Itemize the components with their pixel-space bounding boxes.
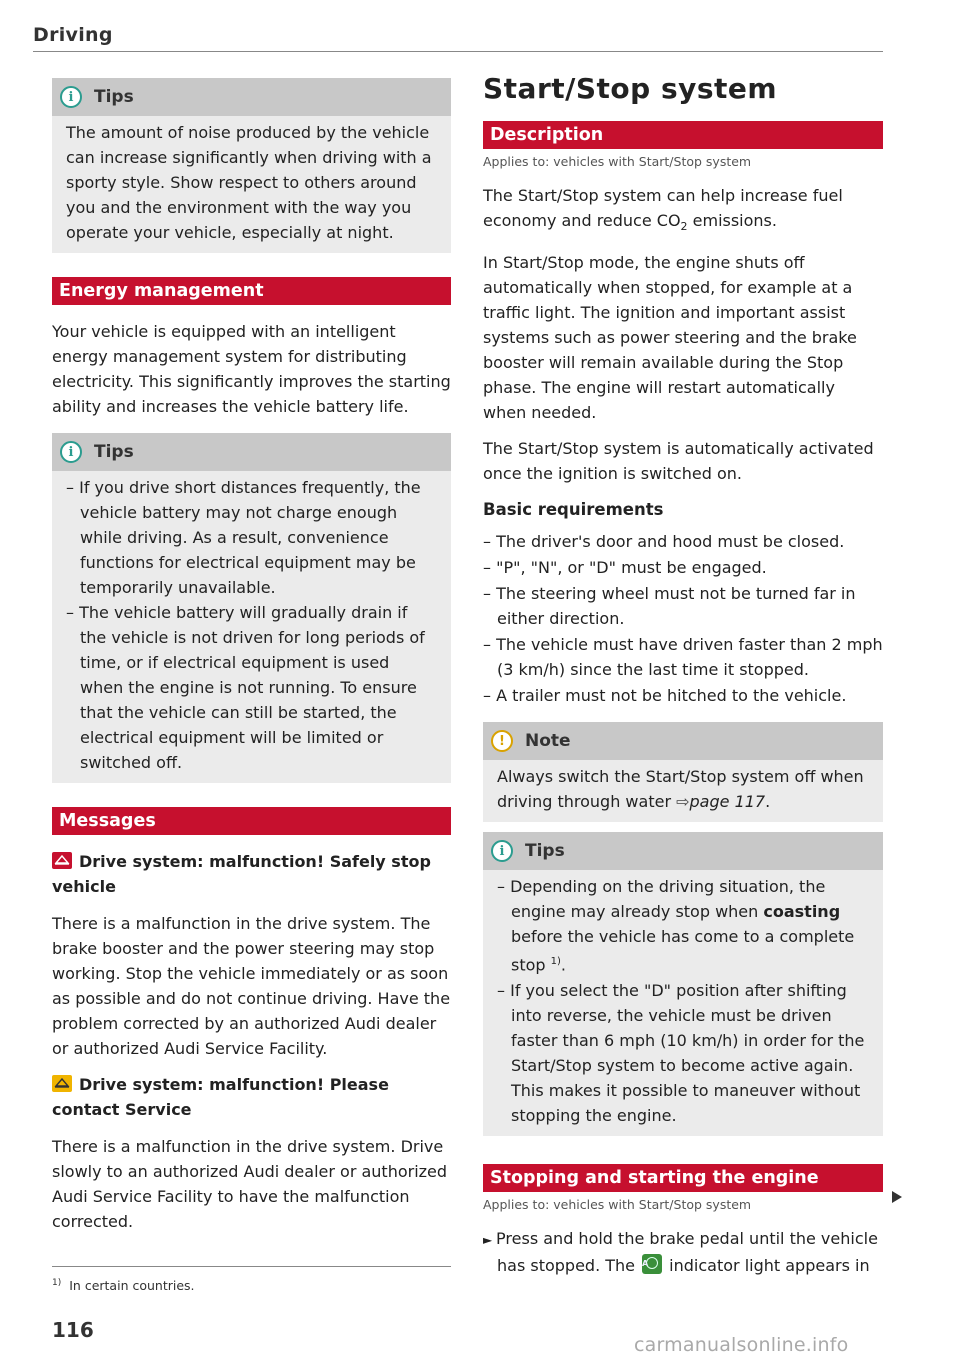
drive-system-warning-icon (52, 1075, 72, 1092)
tips-box-battery (52, 433, 451, 783)
section-title: Start/Stop system (483, 72, 778, 105)
note-body (483, 760, 883, 822)
page-header-title: Driving (33, 24, 113, 46)
left-column (52, 78, 451, 1245)
watermark: carmanualsonline.info (634, 1334, 849, 1356)
list-item: – If you select the "D" position after shifting into reverse, the vehicle must be driven faster than 6 mph (10 km/h) in order for the Start/Stop system to become active again. This makes it possible to maneuver without stopping the engine. (483, 978, 869, 1128)
tips-box-start-stop (483, 832, 883, 1135)
message-title-text: Drive system: malfunction! Please contact Service (52, 1075, 389, 1119)
energy-management-text: Your vehicle is equipped with an intelligent energy management system for distributing electricity. This significantly improves the starting ability and increases the vehicle battery life. (52, 322, 451, 416)
list-item: – The vehicle battery will gradually drain if the vehicle is not driven for long periods of time, or if electrical equipment is used when the engine is not running. To ensure that the vehicle can still be started, the electrical equipment will be limited or switched off. (52, 600, 437, 775)
info-icon: i (60, 86, 82, 108)
footnote-text: In certain countries. (69, 1278, 195, 1294)
applies-to: Applies to: vehicles with Start/Stop system (483, 1196, 752, 1212)
text-run: emissions. (687, 211, 777, 230)
list-item: – "P", "N", or "D" must be engaged. (483, 555, 883, 580)
text-run: before the vehicle has come to a complete stop (511, 927, 855, 975)
list-item (483, 874, 869, 977)
note-text (497, 764, 869, 814)
tips-body (483, 870, 883, 1135)
tips-box-noise (52, 78, 451, 253)
text-run: Depending on the driving situation, the engine may already stop when (510, 877, 826, 922)
start-stop-indicator-icon (642, 1254, 662, 1274)
description-paragraph-3: The Start/Stop system is automatically activated once the ignition is switched on. (483, 439, 874, 484)
tips-header (52, 433, 451, 471)
tips-body (52, 116, 451, 253)
applies-to: Applies to: vehicles with Start/Stop system (483, 154, 752, 169)
exclamation-icon: ! (491, 730, 513, 752)
note-box (483, 722, 883, 822)
page-ref-arrow-icon: ⇨ (676, 792, 690, 812)
step-bullet-icon: ► (483, 1232, 497, 1247)
requirements-list (483, 529, 883, 708)
message-title-contact-service (52, 1072, 451, 1122)
continue-arrow-icon (892, 1191, 902, 1203)
tips-title: Tips (525, 841, 565, 862)
message-title-text: Drive system: malfunction! Safely stop vehicle (52, 852, 431, 896)
text-run: . (765, 792, 771, 812)
description-heading: Description (483, 121, 883, 149)
description-paragraph-1 (483, 183, 883, 239)
energy-management-heading: Energy management (52, 277, 451, 305)
info-icon: i (60, 441, 82, 463)
tips-body (52, 471, 451, 783)
header-divider (33, 51, 883, 52)
list-item: – If you drive short distances frequently, the vehicle battery may not charge enough while driving. As a result, convenience functions for electrical equipment may be temporarily unavailable. (52, 475, 437, 600)
messages-heading: Messages (52, 807, 451, 835)
list-item: – The vehicle must have driven faster than 2 mph (3 km/h) since the last time it stopped. (483, 632, 883, 682)
text-run: Always switch the Start/Stop system off when driving through water (497, 767, 864, 812)
footnote (52, 1278, 195, 1293)
text-run: The Start/Stop system can help increase fuel economy and reduce CO (483, 186, 843, 230)
bold-text: coasting (763, 902, 841, 922)
footnote-divider (52, 1266, 451, 1267)
note-header (483, 722, 883, 760)
footnote-ref: 1) (550, 956, 561, 968)
text-run: . (560, 955, 566, 975)
tips-header (52, 78, 451, 116)
message-body-safely-stop: There is a malfunction in the drive system. The brake booster and the power steering may stop working. Stop the vehicle immediately or as soon as possible and do not continue driving. Have the problem corrected by an authorized Audi dealer or authorized Audi Service Facility. (52, 914, 451, 1058)
subscript: 2 (680, 220, 688, 234)
drive-system-warning-icon (52, 852, 72, 869)
page-number: 116 (52, 1318, 94, 1342)
right-column (483, 72, 883, 1289)
message-title-safely-stop (52, 849, 451, 899)
page-reference-link[interactable]: page 117 (689, 792, 766, 812)
stopping-starting-heading: Stopping and starting the engine (483, 1164, 883, 1192)
message-body-contact-service: There is a malfunction in the drive system. Drive slowly to an authorized Audi dealer or authorized Audi Service Facility to have the malfunction corrected. (52, 1137, 448, 1231)
info-icon: i (491, 840, 513, 862)
footnote-mark: 1) (52, 1278, 62, 1288)
text-run: Press and hold the brake pedal until the vehicle has stopped. The (496, 1228, 878, 1275)
tips-header (483, 832, 883, 870)
tips-title: Tips (94, 87, 134, 107)
text-run: indicator light appears in (664, 1255, 870, 1275)
list-item: – A trailer must not be hitched to the vehicle. (483, 683, 883, 708)
tips-title: Tips (94, 442, 134, 462)
list-item: – The driver's door and hood must be closed. (483, 529, 883, 554)
tips-text: The amount of noise produced by the vehicle can increase significantly when driving with a sporty style. Show respect to others around you and the environment with the way you operate your vehicle, especially at night. (66, 123, 432, 242)
description-paragraph-2: In Start/Stop mode, the engine shuts off automatically when stopped, for example at a traffic light. The ignition and important assist systems such as power steering and the brake booster will remain available during the Stop phase. The engine will restart automatically when needed. (483, 253, 857, 423)
basic-requirements-heading: Basic requirements (483, 500, 664, 520)
list-item: – The steering wheel must not be turned far in either direction. (483, 581, 883, 631)
step-instruction (483, 1226, 883, 1278)
note-title: Note (525, 731, 571, 752)
